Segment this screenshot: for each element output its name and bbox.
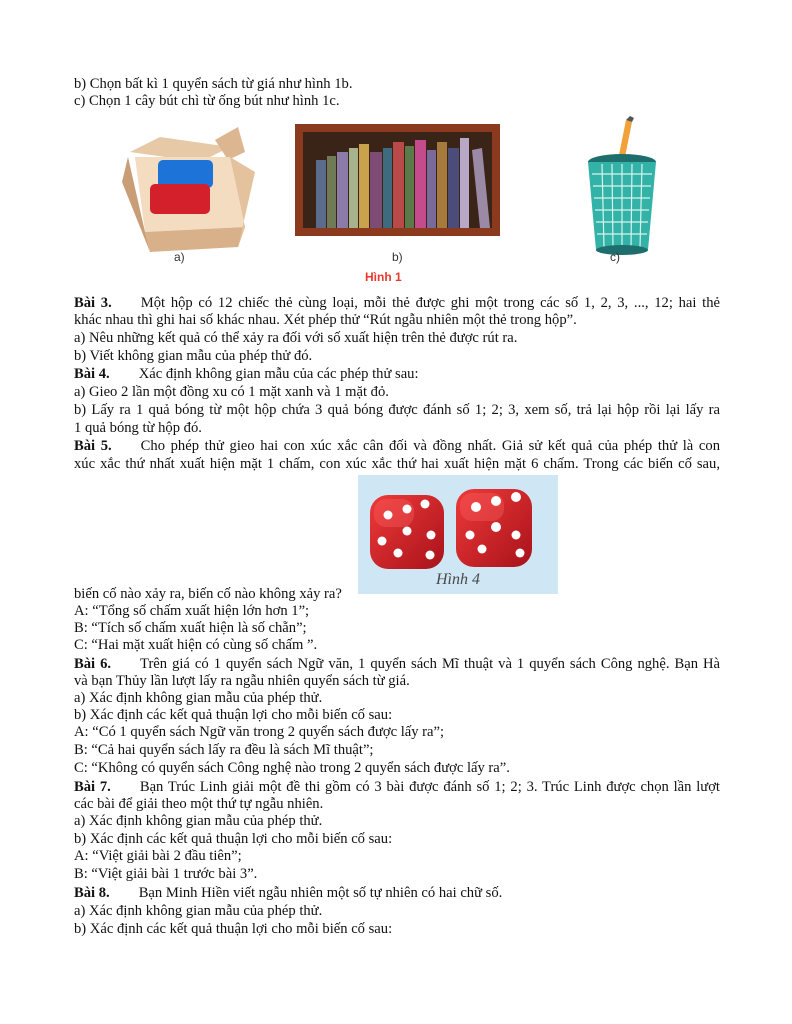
bai7-question-a: a) Xác định không gian mẫu của phép thử.: [74, 813, 323, 829]
bai8-label: Bài 8.: [74, 885, 110, 901]
bookshelf-illustration: [295, 124, 500, 236]
intro-line-c: c) Chọn 1 cây bút chì từ ống bút như hình 1c.: [74, 93, 340, 109]
pencil-cup-illustration: [588, 116, 656, 255]
bai6-label: Bài 6.: [74, 656, 112, 672]
bai6-line1: Bài 6. Trên giá có 1 quyển sách Ngữ văn, 1 quyển sách Mĩ thuật và 1 quyển sách Công nghệ. Bạn Hà: [74, 656, 721, 672]
bai5-event-b: B: “Tích số chấm xuất hiện là số chẵn”;: [74, 620, 307, 636]
bai8-question-b: b) Xác định các kết quả thuận lợi cho mỗi biến cố sau:: [74, 921, 393, 937]
bai4-question-b2: 1 quả bóng từ hộp đó.: [74, 420, 202, 436]
bai6-question-b: b) Xác định các kết quả thuận lợi cho mỗi biến cố sau:: [74, 707, 393, 723]
bai3-line1: Bài 3. Một hộp có 12 chiếc thẻ cùng loại, mỗi thẻ được ghi một trong các số 1, 2, 3, ..., 12; hai thẻ: [74, 295, 720, 311]
bai4-question-b1: b) Lấy ra 1 quả bóng từ một hộp chứa 3 quả bóng được đánh số 1; 2; 3, xem số, trả lại hộp rồi lại lấy ra: [74, 402, 720, 418]
bai7-label: Bài 7.: [74, 779, 111, 795]
intro-line-b: b) Chọn bất kì 1 quyển sách từ giá như hình 1b.: [74, 76, 353, 92]
figure-4: [358, 475, 558, 594]
bai6-question-a: a) Xác định không gian mẫu của phép thử.: [74, 690, 323, 706]
figure-1-label-b: b): [392, 250, 403, 264]
bai4-question-a: a) Gieo 2 lần một đồng xu có 1 mặt xanh và 1 mặt đỏ.: [74, 384, 389, 400]
bai4-label: Bài 4.: [74, 366, 110, 382]
figure-4-caption: Hình 4: [436, 571, 480, 588]
bai5-line2: xúc xắc thứ nhất xuất hiện mặt 1 chấm, con xúc xắc thứ hai xuất hiện mặt 6 chấm. Trong các biến cố sau,: [74, 456, 720, 472]
bai4-line1: Bài 4. Xác định không gian mẫu của các phép thử sau:: [74, 366, 419, 382]
bai6-event-a: A: “Có 1 quyển sách Ngữ văn trong 2 quyển sách được lấy ra”;: [74, 724, 445, 740]
bai6-line2: và bạn Thủy lần lượt lấy ra ngẫu nhiên quyển sách từ giá.: [74, 673, 410, 689]
bai3-question-a: a) Nêu những kết quả có thể xảy ra đối với số xuất hiện trên thẻ được rút ra.: [74, 330, 518, 346]
bai5-label: Bài 5.: [74, 438, 112, 454]
bai8-question-a: a) Xác định không gian mẫu của phép thử.: [74, 903, 323, 919]
bai5-line3: biến cố nào xảy ra, biến cố nào không xảy ra?: [74, 586, 342, 602]
bai3-label: Bài 3.: [74, 295, 112, 311]
bai7-event-a: A: “Việt giải bài 2 đầu tiên”;: [74, 848, 242, 864]
open-box-illustration: [122, 127, 255, 252]
bai7-event-b: B: “Việt giải bài 1 trước bài 3”.: [74, 866, 258, 882]
bai5-event-c: C: “Hai mặt xuất hiện có cùng số chấm ”.: [74, 637, 318, 653]
bai6-event-c: C: “Không có quyển sách Công nghệ nào trong 2 quyển sách được lấy ra”.: [74, 760, 510, 776]
figure-1-caption: Hình 1: [365, 270, 402, 284]
bai7-line2: các bài để giải theo một thứ tự ngẫu nhiên.: [74, 796, 324, 812]
figure-1-label-a: a): [174, 250, 185, 264]
bai8-line1: Bài 8. Bạn Minh Hiền viết ngẫu nhiên một số tự nhiên có hai chữ số.: [74, 885, 503, 901]
bai7-question-b: b) Xác định các kết quả thuận lợi cho mỗi biến cố sau:: [74, 831, 393, 847]
bai6-event-b: B: “Cả hai quyển sách lấy ra đều là sách Mĩ thuật”;: [74, 742, 374, 758]
bai5-line1: Bài 5. Cho phép thử gieo hai con xúc xắc cân đối và đồng nhất. Giả sử kết quả của phép thử là con: [74, 438, 720, 454]
die-1: [370, 495, 444, 569]
bai3-line2: khác nhau thì ghi hai số khác nhau. Xét phép thử “Rút ngẫu nhiên một thẻ trong hộp”.: [74, 312, 577, 328]
die-2: [456, 489, 532, 567]
bai5-event-a: A: “Tổng số chấm xuất hiện lớn hơn 1”;: [74, 603, 310, 619]
figure-1-label-c: c): [610, 250, 620, 264]
figure-1: [120, 112, 670, 288]
bai7-line1: Bài 7. Bạn Trúc Linh giải một đề thi gồm có 3 bài được đánh số 1; 2; 3. Trúc Linh được chọn lần lượt: [74, 779, 720, 795]
bai3-question-b: b) Viết không gian mẫu của phép thử đó.: [74, 348, 313, 364]
